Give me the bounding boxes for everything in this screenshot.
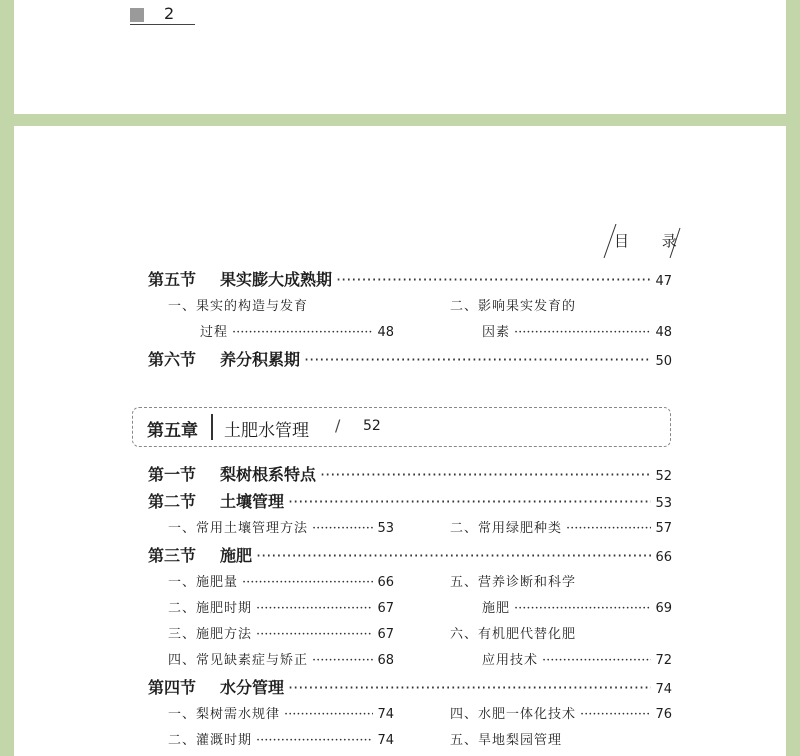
subsection-title: 四、常见缺素症与矫正 <box>168 653 309 668</box>
subsection-title: 一、施肥量 <box>168 575 239 590</box>
toc-subsection-row[interactable] <box>482 321 672 340</box>
page-ref: 52 <box>655 469 672 484</box>
page-ref: 53 <box>655 496 672 511</box>
subsection-title: 施肥 <box>482 601 511 616</box>
leader-dots <box>256 601 373 616</box>
leader-dots <box>336 270 651 289</box>
contents-header <box>602 224 691 258</box>
toc-subsection-row[interactable] <box>450 703 672 722</box>
chapter-heading[interactable] <box>132 407 671 447</box>
page-ref: 57 <box>655 521 672 536</box>
chapter-separator: / <box>335 416 341 435</box>
leader-dots <box>542 653 651 668</box>
leader-dots <box>320 465 651 484</box>
page-ref: 67 <box>377 601 394 616</box>
subsection-title: 一、梨树需水规律 <box>168 707 281 722</box>
page-ref: 68 <box>377 653 394 668</box>
leader-dots <box>304 350 651 369</box>
section-title: 养分积累期 <box>220 350 301 369</box>
page-number-rule <box>130 24 195 25</box>
chapter-divider <box>211 414 213 440</box>
toc-subsection-row[interactable] <box>168 729 394 748</box>
leader-dots <box>566 521 651 536</box>
contents-title: 目 录 <box>614 232 691 250</box>
leader-dots <box>256 733 373 748</box>
page-ref: 76 <box>655 707 672 722</box>
leader-dots <box>514 601 651 616</box>
subsection-title: 二、常用绿肥种类 <box>450 521 563 536</box>
leader-dots <box>256 627 373 642</box>
chapter-title: 土肥水管理 <box>224 421 309 441</box>
leader-dots <box>256 546 651 565</box>
page-ref: 66 <box>377 575 394 590</box>
section-number: 第一节 <box>148 465 197 484</box>
toc-section-row[interactable] <box>148 543 672 566</box>
page-ref: 69 <box>655 601 672 616</box>
subsection-title: 二、灌溉时期 <box>168 733 253 748</box>
toc-section-row[interactable] <box>148 489 672 512</box>
page-ref: 53 <box>377 521 394 536</box>
leader-dots <box>312 653 373 668</box>
toc-subsection-row[interactable] <box>168 649 394 668</box>
toc-subsection-row[interactable] <box>168 517 394 536</box>
toc-subsection-row[interactable] <box>450 729 672 748</box>
leader-dots <box>312 521 373 536</box>
leader-dots <box>514 325 651 340</box>
subsection-title: 一、常用土壤管理方法 <box>168 521 309 536</box>
toc-section-row[interactable] <box>148 267 672 290</box>
chapter-number: 第五章 <box>147 421 198 441</box>
subsection-title: 四、水肥一体化技术 <box>450 707 577 722</box>
subsection-title: 因素 <box>482 325 511 340</box>
section-title: 水分管理 <box>220 678 285 697</box>
page-ref: 50 <box>655 354 672 369</box>
section-number: 第三节 <box>148 546 197 565</box>
page-ref: 48 <box>377 325 394 340</box>
section-title: 果实膨大成熟期 <box>220 270 333 289</box>
toc-section-row[interactable] <box>148 462 672 485</box>
section-number: 第六节 <box>148 350 197 369</box>
page-ref: 47 <box>655 274 672 289</box>
contents-page <box>14 126 786 756</box>
subsection-title: 三、施肥方法 <box>168 627 253 642</box>
toc-subsection-row[interactable] <box>482 597 672 616</box>
leader-dots <box>284 707 373 722</box>
section-number: 第二节 <box>148 492 197 511</box>
toc-subsection-row[interactable] <box>482 649 672 668</box>
section-title: 土壤管理 <box>220 492 285 511</box>
toc-subsection-row[interactable] <box>168 571 394 590</box>
toc-subsection-row[interactable] <box>168 703 394 722</box>
toc-subsection-row[interactable] <box>168 295 394 314</box>
section-title: 施肥 <box>220 546 253 565</box>
toc-subsection-row[interactable] <box>168 623 394 642</box>
toc-subsection-row[interactable] <box>450 295 672 314</box>
toc-subsection-row[interactable] <box>200 321 394 340</box>
toc-subsection-row[interactable] <box>450 623 672 642</box>
toc-subsection-row[interactable] <box>168 597 394 616</box>
chapter-page-ref: 52 <box>363 418 381 434</box>
toc-subsection-row[interactable] <box>450 517 672 536</box>
subsection-title: 一、果实的构造与发育 <box>168 299 309 314</box>
subsection-title: 五、营养诊断和科学 <box>450 575 577 590</box>
subsection-title: 二、影响果实发育的 <box>450 299 577 314</box>
leader-dots <box>288 492 651 511</box>
subsection-title: 六、有机肥代替化肥 <box>450 627 577 642</box>
page-ref: 66 <box>655 550 672 565</box>
previous-page <box>14 0 786 114</box>
page-ref: 48 <box>655 325 672 340</box>
leader-dots <box>288 678 651 697</box>
toc-section-row[interactable] <box>148 347 672 370</box>
page-ref: 67 <box>377 627 394 642</box>
page-ref: 72 <box>655 653 672 668</box>
toc-section-row[interactable] <box>148 675 672 698</box>
leader-dots <box>232 325 373 340</box>
subsection-title: 应用技术 <box>482 653 539 668</box>
subsection-title: 过程 <box>200 325 229 340</box>
leader-dots <box>580 707 651 722</box>
toc-subsection-row[interactable] <box>450 571 672 590</box>
subsection-title: 二、施肥时期 <box>168 601 253 616</box>
section-number: 第五节 <box>148 270 197 289</box>
page-number-marker <box>130 8 144 22</box>
section-title: 梨树根系特点 <box>220 465 317 484</box>
page-ref: 74 <box>655 682 672 697</box>
leader-dots <box>242 575 373 590</box>
page-ref: 74 <box>377 733 394 748</box>
page-ref: 74 <box>377 707 394 722</box>
page-number: 2 <box>164 4 175 23</box>
subsection-title: 五、旱地梨园管理 <box>450 733 563 748</box>
section-number: 第四节 <box>148 678 197 697</box>
